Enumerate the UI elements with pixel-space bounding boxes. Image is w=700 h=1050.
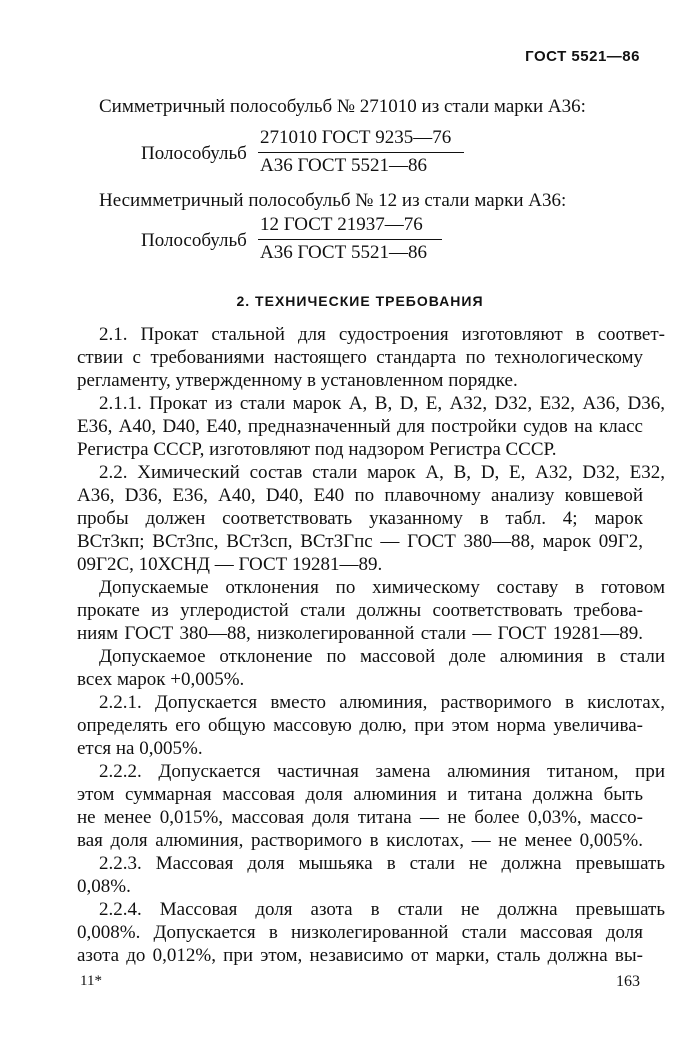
text-line: ствии с требованиями настоящего стандарта по технологическому xyxy=(77,347,643,368)
text-line: 2.2.1. Допускается вместо алюминия, растворимого в кислотах, xyxy=(99,692,665,713)
text-line: E36, А40, D40, E40, предназначенный для постройки судов на класс xyxy=(77,416,643,437)
text-line: регламенту, утвержденному в установленном порядке. xyxy=(77,370,518,391)
text-line: всех марок +0,005%. xyxy=(77,669,245,690)
symmetric-numerator: 271010 ГОСТ 9235—76 xyxy=(260,127,452,148)
text-line: не менее 0,015%, массовая доля титана — не более 0,03%, массо- xyxy=(77,807,643,828)
fraction-bar xyxy=(258,239,442,240)
fraction-bar xyxy=(258,152,464,153)
text-line: ниям ГОСТ 380—88, низколегированной стали — ГОСТ 19281—89. xyxy=(77,623,643,644)
text-line: Регистра СССР, изготовляют под надзором Регистра СССР. xyxy=(77,439,557,460)
text-line: вая доля алюминия, растворимого в кислотах, — не менее 0,005%. xyxy=(77,830,643,851)
asymmetric-title: Несимметричный полособульб № 12 из стали марки А36: xyxy=(99,190,567,211)
text-line: определять его общую массовую долю, при этом норма увеличива- xyxy=(77,715,643,736)
asymmetric-denominator: А36 ГОСТ 5521—86 xyxy=(260,242,427,263)
text-line: прокате из углеродистой стали должны соответствовать требова- xyxy=(77,600,643,621)
signature-mark: 11* xyxy=(80,973,102,989)
text-line: 09Г2С, 10ХСНД — ГОСТ 19281—89. xyxy=(77,554,383,575)
text-line: 2.2.4. Массовая доля азота в стали не должна превышать xyxy=(99,899,665,920)
text-line: 2.2.3. Массовая доля мышьяка в стали не должна превышать xyxy=(99,853,665,874)
page-number: 163 xyxy=(616,973,640,990)
text-line: Допускаемые отклонения по химическому составу в готовом xyxy=(99,577,665,598)
asymmetric-label: Полособульб xyxy=(141,230,247,251)
text-line: ется на 0,005%. xyxy=(77,738,203,759)
text-line: ВСт3кп; ВСт3пс, ВСт3сп, ВСт3Гпс — ГОСТ 380—88, марок 09Г2, xyxy=(77,531,643,552)
symmetric-label: Полособульб xyxy=(141,143,247,164)
text-line: 0,08%. xyxy=(77,876,131,897)
text-line: Допускаемое отклонение по массовой доле алюминия в стали xyxy=(99,646,665,667)
section-heading: 2. ТЕХНИЧЕСКИЕ ТРЕБОВАНИЯ xyxy=(236,293,484,309)
text-line: 2.1.1. Прокат из стали марок A, B, D, E, А32, D32, E32, А36, D36, xyxy=(99,393,665,414)
page-header: ГОСТ 5521—86 xyxy=(525,48,640,65)
text-line: 2.2. Химический состав стали марок A, B, D, E, А32, D32, E32, xyxy=(99,462,665,483)
symmetric-title: Симметричный полособульб № 271010 из стали марки А36: xyxy=(99,96,586,117)
text-line: 2.2.2. Допускается частичная замена алюминия титаном, при xyxy=(99,761,665,782)
text-line: этом суммарная массовая доля алюминия и титана должна быть xyxy=(77,784,643,805)
text-line: А36, D36, E36, А40, D40, E40 по плавочному анализу ковшевой xyxy=(77,485,643,506)
symmetric-denominator: А36 ГОСТ 5521—86 xyxy=(260,155,427,176)
text-line: 2.1. Прокат стальной для судостроения изготовляют в соответ- xyxy=(99,324,665,345)
text-line: азота до 0,012%, при этом, независимо от марки, сталь должна вы- xyxy=(77,945,643,966)
text-line: пробы должен соответствовать указанному в табл. 4; марок xyxy=(77,508,643,529)
text-line: 0,008%. Допускается в низколегированной стали массовая доля xyxy=(77,922,643,943)
asymmetric-numerator: 12 ГОСТ 21937—76 xyxy=(260,214,423,235)
